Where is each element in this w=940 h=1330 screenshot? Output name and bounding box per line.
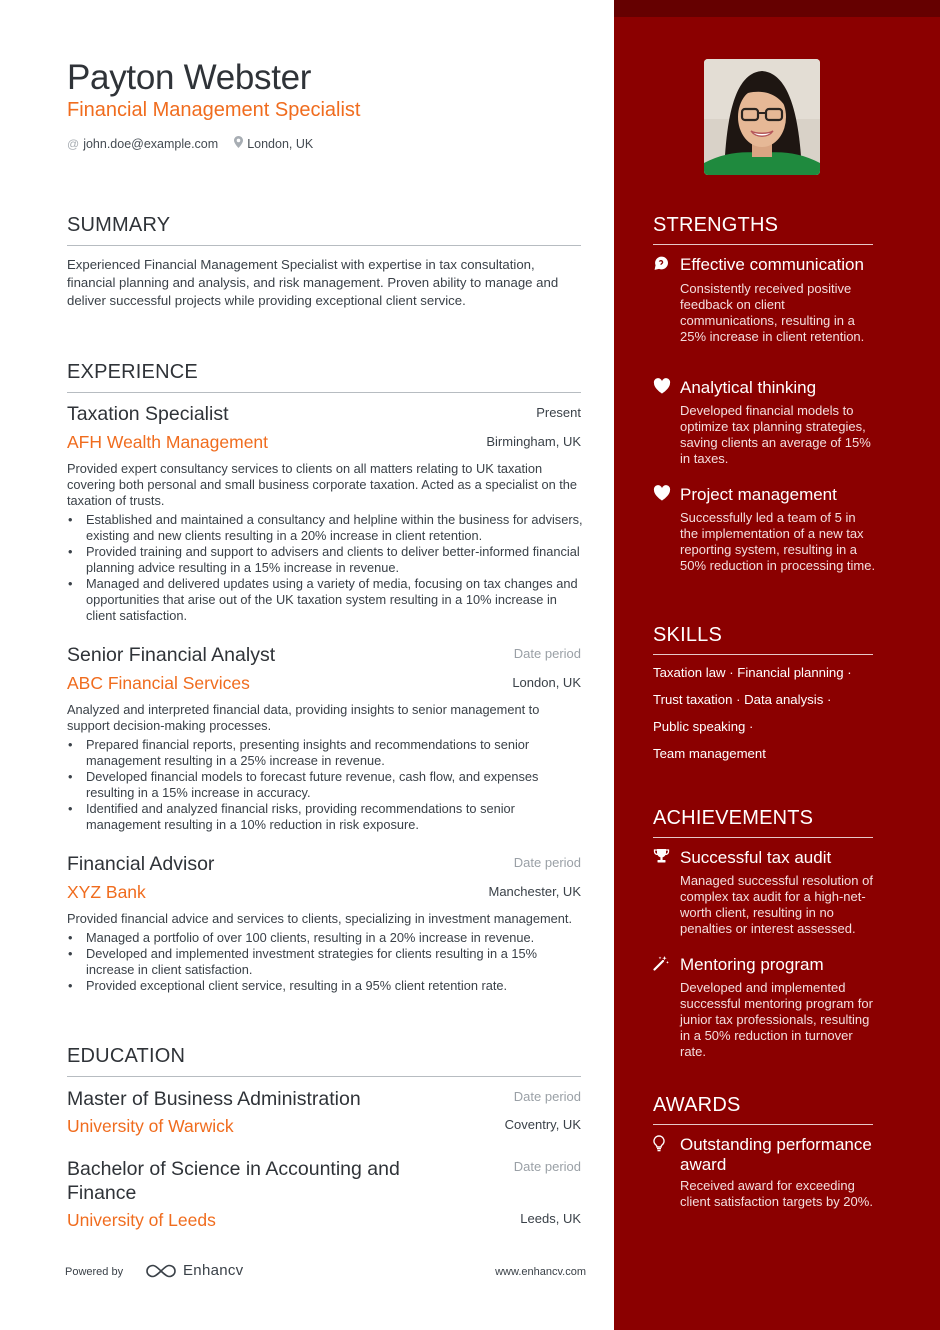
education-heading: EDUCATION <box>67 1045 186 1067</box>
job-date: Date period <box>513 646 581 661</box>
job-bullet: • Established and maintained a consultancy and helpline within the business for advisers, existing and new clients resulting in a 20% increase in client retention. <box>67 512 585 544</box>
strength-description: Developed financial models to optimize tax planning strategies, saving clients an average of 15% in taxes. <box>680 403 871 466</box>
education-school: University of Leeds <box>67 1210 216 1230</box>
profile-photo-illustration <box>704 59 820 175</box>
job-entry <box>67 644 581 832</box>
job-bullet: • Provided training and support to advisers and clients to deliver better-informed financial planning advice resulting in a 15% increase in revenue. <box>67 544 585 576</box>
job-bullet: • Managed and delivered updates using a variety of media, focusing on tax changes and opportunities that arise out of the UK taxation system resulting in a 10% increase in client satisfaction. <box>67 576 585 624</box>
job-role: Senior Financial Analyst <box>67 644 276 666</box>
strength-item <box>653 255 883 345</box>
email-text: john.doe@example.com <box>83 136 219 151</box>
location-pin-icon <box>234 136 243 151</box>
job-bullets <box>67 930 585 994</box>
job-bullets <box>67 512 585 624</box>
job-role: Financial Advisor <box>67 853 215 875</box>
sidebar <box>614 0 940 1330</box>
skills-row: Team management <box>653 746 766 761</box>
education-degree: Bachelor of Science in Accounting and Finance <box>67 1158 400 1204</box>
job-location: Birmingham, UK <box>486 434 581 449</box>
job-description: Provided financial advice and services to clients, specializing in investment management. <box>67 911 573 926</box>
job-description: Analyzed and interpreted financial data, providing insights to senior management to support decision-making processes. <box>67 702 540 733</box>
skills-divider <box>653 654 873 655</box>
award-item <box>653 1135 883 1210</box>
strength-title: Project management <box>680 485 837 504</box>
footer <box>65 1262 586 1282</box>
achievement-title: Successful tax audit <box>680 848 832 867</box>
candidate-title: Financial Management Specialist <box>67 99 361 121</box>
job-bullet: • Managed a portfolio of over 100 clients, resulting in a 20% increase in revenue. <box>67 930 585 946</box>
summary-divider <box>67 245 581 246</box>
trophy-icon <box>653 848 680 870</box>
awards-divider <box>653 1124 873 1125</box>
job-entry <box>67 853 581 993</box>
education-date: Date period <box>513 1159 581 1174</box>
achievement-item <box>653 955 883 1060</box>
strength-item <box>653 378 883 467</box>
education-degree: Master of Business Administration <box>67 1088 361 1110</box>
heart-icon <box>653 378 680 400</box>
job-details <box>67 461 585 624</box>
job-company: XYZ Bank <box>67 882 146 902</box>
achievement-title: Mentoring program <box>680 955 824 974</box>
education-location: Leeds, UK <box>520 1211 581 1226</box>
job-company: ABC Financial Services <box>67 673 250 693</box>
achievement-item <box>653 848 883 937</box>
job-date: Date period <box>513 855 581 870</box>
contact-info <box>67 136 313 151</box>
achievements-heading: ACHIEVEMENTS <box>653 807 814 829</box>
footer-url[interactable]: www.enhancv.com <box>495 1266 586 1278</box>
brain-icon <box>653 255 680 278</box>
achievements-divider <box>653 837 873 838</box>
strengths-heading: STRENGTHS <box>653 214 779 236</box>
job-company: AFH Wealth Management <box>67 432 269 452</box>
award-title: Outstanding performance award <box>680 1135 872 1174</box>
job-role: Taxation Specialist <box>67 403 229 425</box>
powered-by-text: Powered by <box>65 1266 124 1278</box>
job-bullets <box>67 737 585 833</box>
education-date: Date period <box>513 1089 581 1104</box>
education-school: University of Warwick <box>67 1116 234 1136</box>
job-details <box>67 702 585 833</box>
job-bullet: • Developed financial models to forecast future revenue, cash flow, and expenses resulting in a 15% increase in accuracy. <box>67 769 585 801</box>
summary-heading: SUMMARY <box>67 214 171 236</box>
email-contact[interactable] <box>67 136 218 151</box>
strength-item <box>653 485 883 574</box>
skills-heading: SKILLS <box>653 624 723 646</box>
strengths-divider <box>653 244 873 245</box>
job-bullet: • Identified and analyzed financial risks, providing recommendations to senior management resulting in a 10% reduction in risk exposure. <box>67 801 585 833</box>
enhancv-logo[interactable] <box>145 1262 243 1279</box>
brand-name: Enhancv <box>183 1262 244 1279</box>
skills-row: Trust taxation · Data analysis · <box>653 692 832 707</box>
job-entry <box>67 403 583 623</box>
experience-divider <box>67 392 581 393</box>
location-text: London, UK <box>247 136 314 151</box>
job-date: Present <box>536 405 581 420</box>
award-description: Received award for exceeding client satisfaction targets by 20%. <box>680 1178 873 1209</box>
at-icon: @ <box>67 136 80 151</box>
magic-wand-icon <box>653 955 680 977</box>
job-location: Manchester, UK <box>488 884 581 899</box>
summary-text: Experienced Financial Management Specialist with expertise in tax consultation, financial planning and analysis, and risk management. Proven ability to manage and deliver successful projects while providing exceptional client service. <box>67 257 559 308</box>
education-location: Coventry, UK <box>504 1117 581 1132</box>
candidate-name: Payton Webster <box>67 58 312 97</box>
job-location: London, UK <box>512 675 581 690</box>
sidebar-top-bar <box>614 0 940 17</box>
infinity-logo-icon <box>145 1263 177 1279</box>
achievement-description: Developed and implemented successful mentoring program for junior tax professionals, resulting in a 50% reduction in turnover rate. <box>680 980 873 1059</box>
skills-row: Taxation law · Financial planning · <box>653 665 852 680</box>
job-bullet: • Provided exceptional client service, resulting in a 95% client retention rate. <box>67 978 585 994</box>
job-bullet: • Prepared financial reports, presenting insights and recommendations to senior management resulting in a 25% increase in revenue. <box>67 737 585 769</box>
profile-photo <box>704 59 820 175</box>
education-divider <box>67 1076 581 1077</box>
achievement-description: Managed successful resolution of complex tax audit for a high-net-worth client, resulting in no penalties or interest assessed. <box>680 873 873 936</box>
location-contact <box>234 136 313 151</box>
job-bullet: • Developed and implemented investment strategies for clients resulting in a 15% increase in client satisfaction. <box>67 946 585 978</box>
strength-description: Successfully led a team of 5 in the implementation of a new tax reporting system, resulting in a 50% reduction in processing time. <box>680 510 876 573</box>
awards-heading: AWARDS <box>653 1094 741 1116</box>
strength-title: Analytical thinking <box>680 378 817 397</box>
education-entry <box>67 1087 581 1137</box>
strength-title: Effective communication <box>680 255 864 274</box>
job-details <box>67 911 585 994</box>
strength-description: Consistently received positive feedback on client communications, resulting in a 25% increase in client retention. <box>680 281 865 344</box>
experience-heading: EXPERIENCE <box>67 361 198 383</box>
skills-row: Public speaking · <box>653 719 754 734</box>
lightbulb-icon <box>653 1135 680 1158</box>
heart-icon <box>653 485 680 507</box>
education-entry <box>67 1157 581 1231</box>
job-description: Provided expert consultancy services to clients on all matters relating to UK taxation covering both personal and small business corporate taxation. Acted as a specialist on the taxation of trusts. <box>67 461 578 508</box>
